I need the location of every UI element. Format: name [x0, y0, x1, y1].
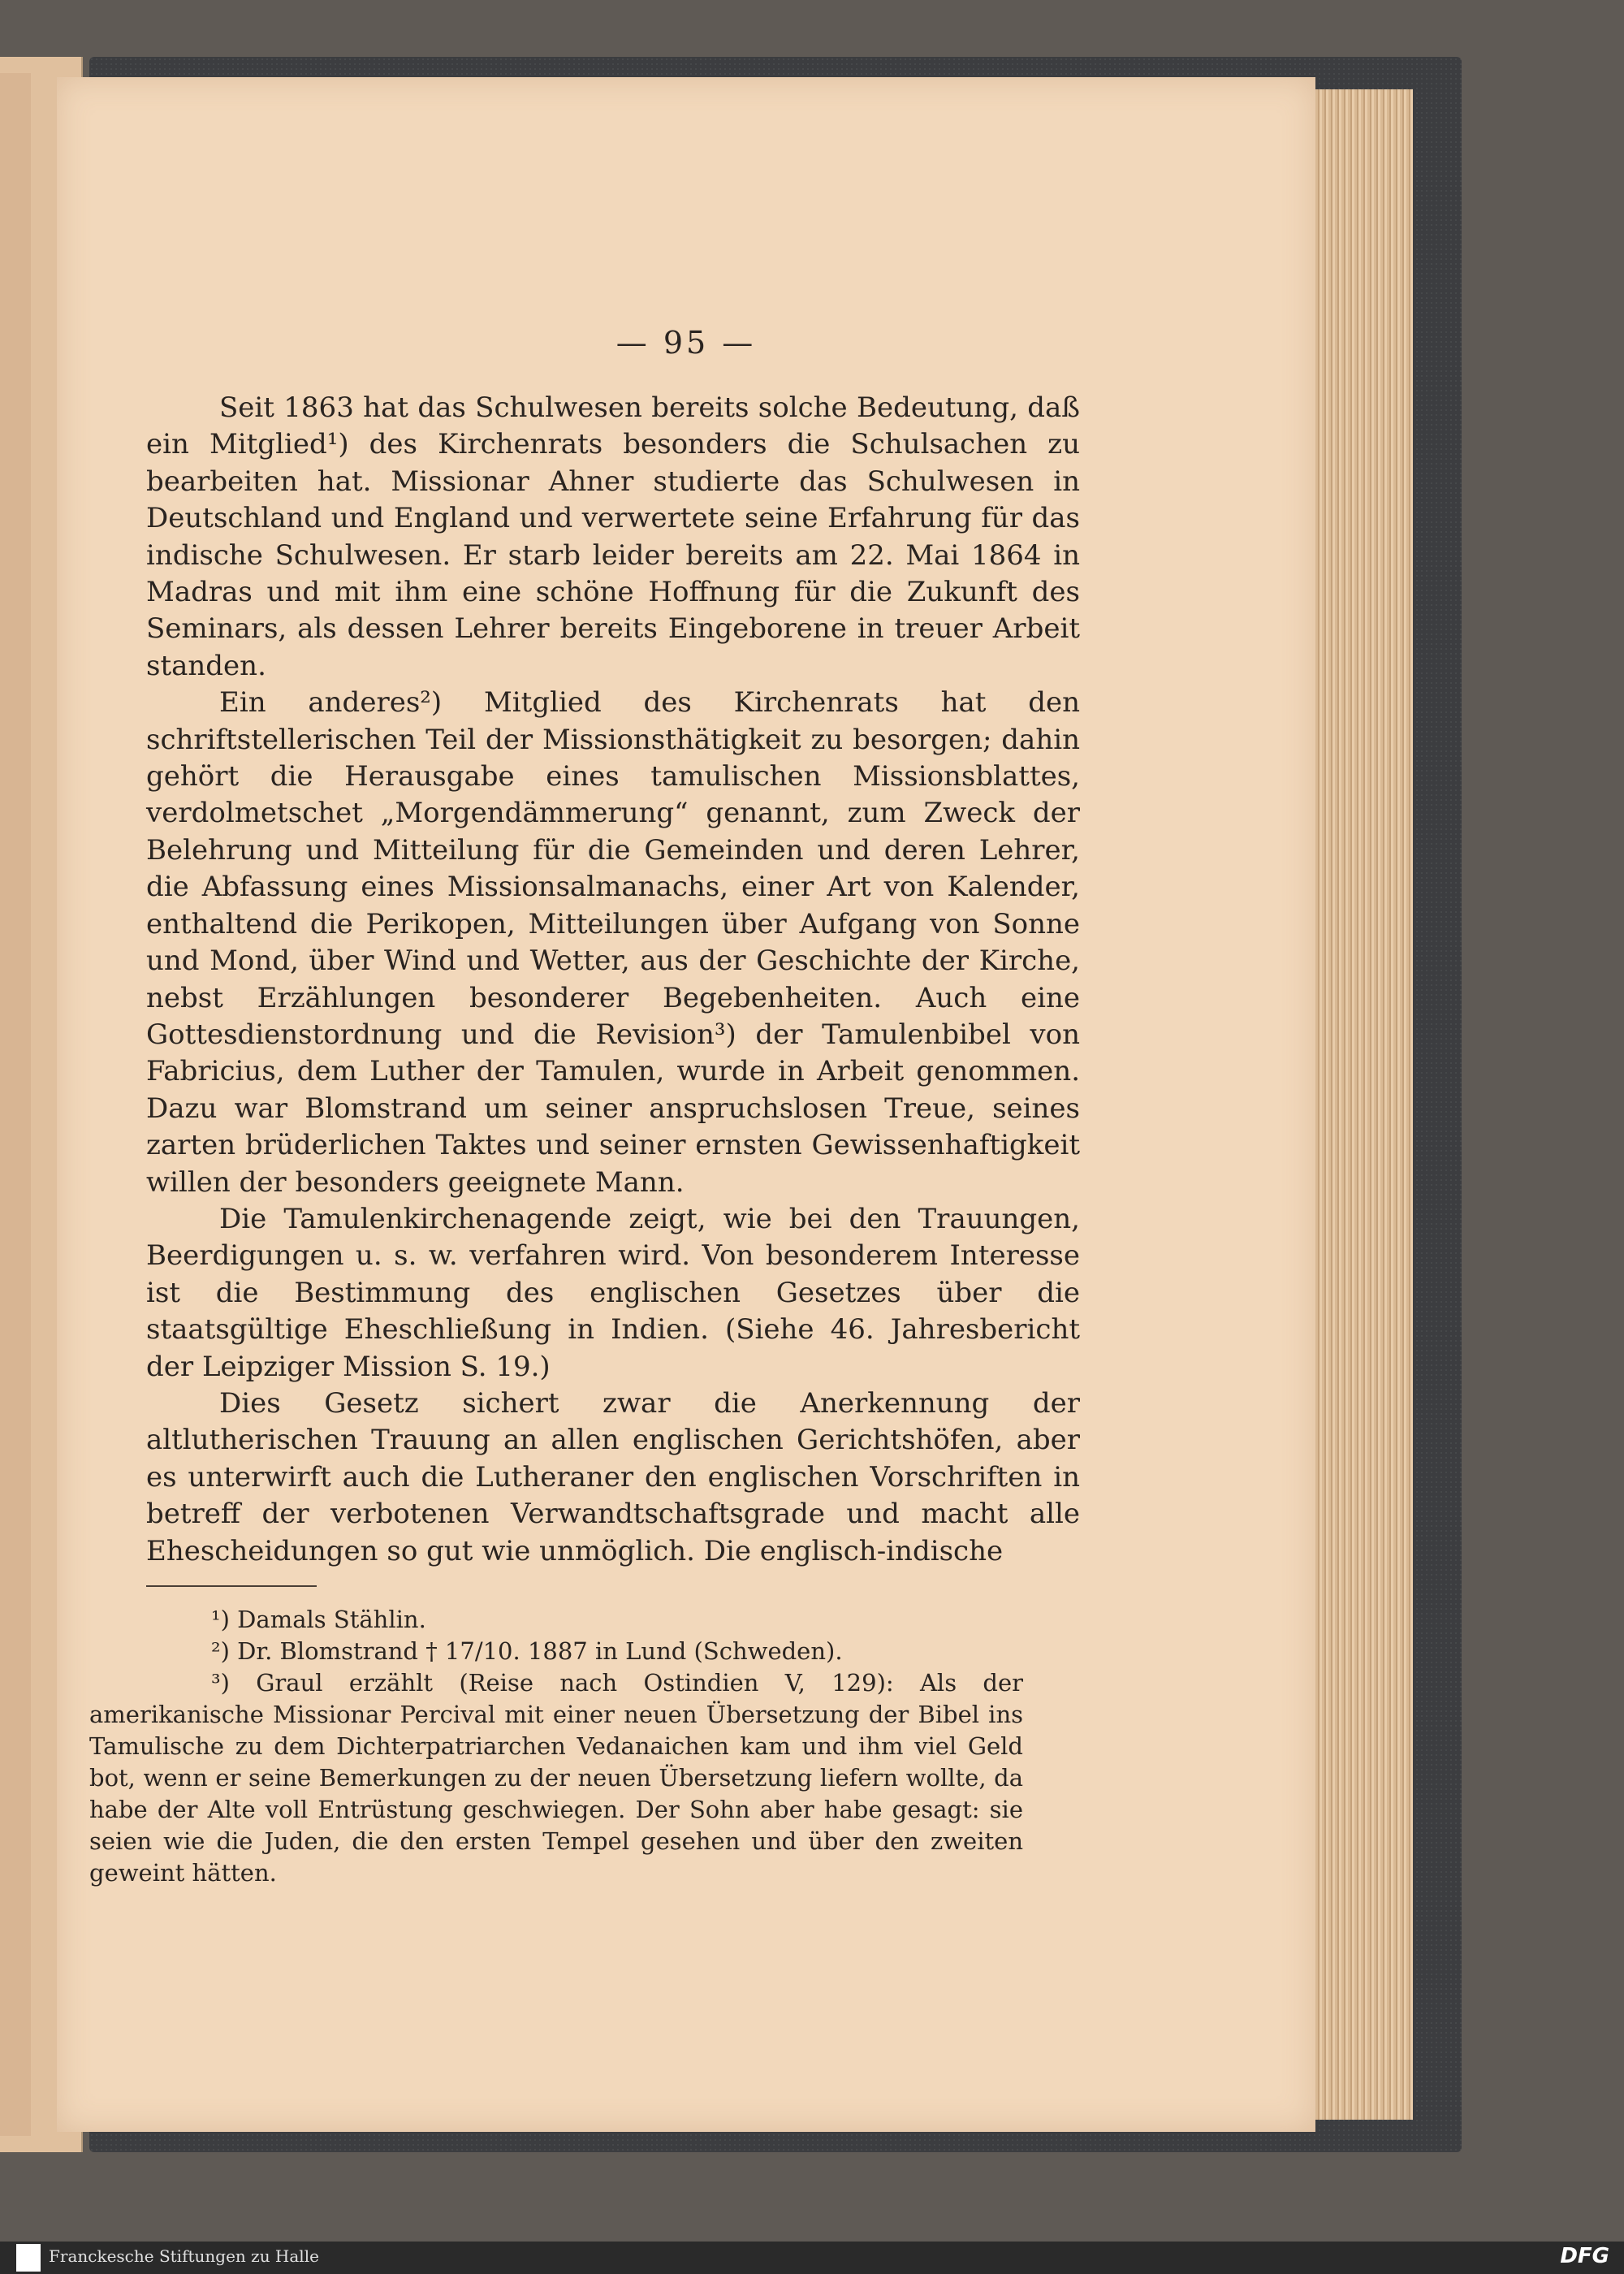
- footnote-2: ²) Dr. Blomstrand † 17/10. 1887 in Lund (Schweden).: [211, 1637, 843, 1665]
- paragraph-1: Seit 1863 hat das Schulwesen bereits solche Bedeutung, daß ein Mitglied¹) des Kirchenrats besonders die Schulsachen zu bearbeiten hat. Missionar Ahner studierte das Schulwesen in Deutschland und England und verwertete seine Erfahrung für das indische Schulwesen. Er starb leider bereits am 22. Mai 1864 in Madras und mit ihm eine schöne Hoffnung für die Zukunft des Seminars, als dessen Lehrer bereits Eingeborene in treuer Arbeit standen.: [146, 391, 1080, 682]
- footnote-3: ³) Graul erzählt (Reise nach Ostindien V, 129): Als der amerikanische Missionar Percival mit einer neuen Übersetzung der Bibel ins Tamulische zu dem Dichterpatriarchen Vedanaichen kam und ihm viel Geld bot, wenn er seine Bemerkungen zu der neuen Übersetzung liefern wollte, da habe der Alte voll Entrüstung geschwiegen. Der Sohn aber habe gesagt: sie seien wie die Juden, die den ersten Tempel gesehen und über den zweiten geweint hätten.: [89, 1669, 1023, 1887]
- dfg-logo: DFG: [1560, 2244, 1609, 2268]
- paragraph-2: Ein anderes²) Mitglied des Kirchenrats hat den schriftstellerischen Teil der Missionsthätigkeit zu besorgen; dahin gehört die Herausgabe eines tamulischen Missionsblattes, verdolmetschet „Morgendämmerung“ genannt, zum Zweck der Belehrung und Mitteilung für die Gemeinden und deren Lehrer, die Abfassung eines Missionsalmanachs, einer Art von Kalender, enthaltend die Perikopen, Mitteilungen über Aufgang von Sonne und Mond, über Wind und Wetter, aus der Geschichte der Kirche, nebst Erzählungen besonderer Begebenheiten. Auch eine Gottesdienstordnung und die Revision³) der Tamulenbibel von Fabricius, dem Luther der Tamulen, wurde in Arbeit genommen. Dazu war Blomstrand um seiner anspruchslosen Treue, seines zarten brüderlichen Taktes und seiner ernsten Gewissenhaftigkeit willen der besonders geeignete Mann.: [146, 686, 1080, 1199]
- footnote-rule: [146, 1585, 317, 1587]
- paragraph-3: Die Tamulenkirchenagende zeigt, wie bei den Trauungen, Beerdigungen u. s. w. verfahren wird. Von besonderem Interesse ist die Bestimmung des englischen Gesetzes über die staatsgültige Eheschließung in Indien. (Siehe 46. Jahresbericht der Leipziger Mission S. 19.): [146, 1202, 1080, 1383]
- left-page-strip: [0, 73, 31, 2136]
- institution-logo-icon: [16, 2244, 41, 2272]
- main-text: [146, 390, 1080, 1570]
- footer-institution: Franckesche Stiftungen zu Halle: [49, 2246, 319, 2266]
- page-edges: [1315, 89, 1413, 2120]
- page-number: — 95 —: [615, 325, 757, 361]
- footnote-1: ¹) Damals Stählin.: [211, 1606, 426, 1633]
- footnotes: [89, 1604, 1023, 1889]
- paragraph-4: Dies Gesetz sichert zwar die Anerkennung der altlutherischen Trauung an allen englischen Gerichtshöfen, aber es unterwirft auch die Lutheraner den englischen Vorschriften in betreff der verbotenen Verwandtschaftsgrade und macht alle Ehescheidungen so gut wie unmöglich. Die englisch-indische: [146, 1386, 1080, 1567]
